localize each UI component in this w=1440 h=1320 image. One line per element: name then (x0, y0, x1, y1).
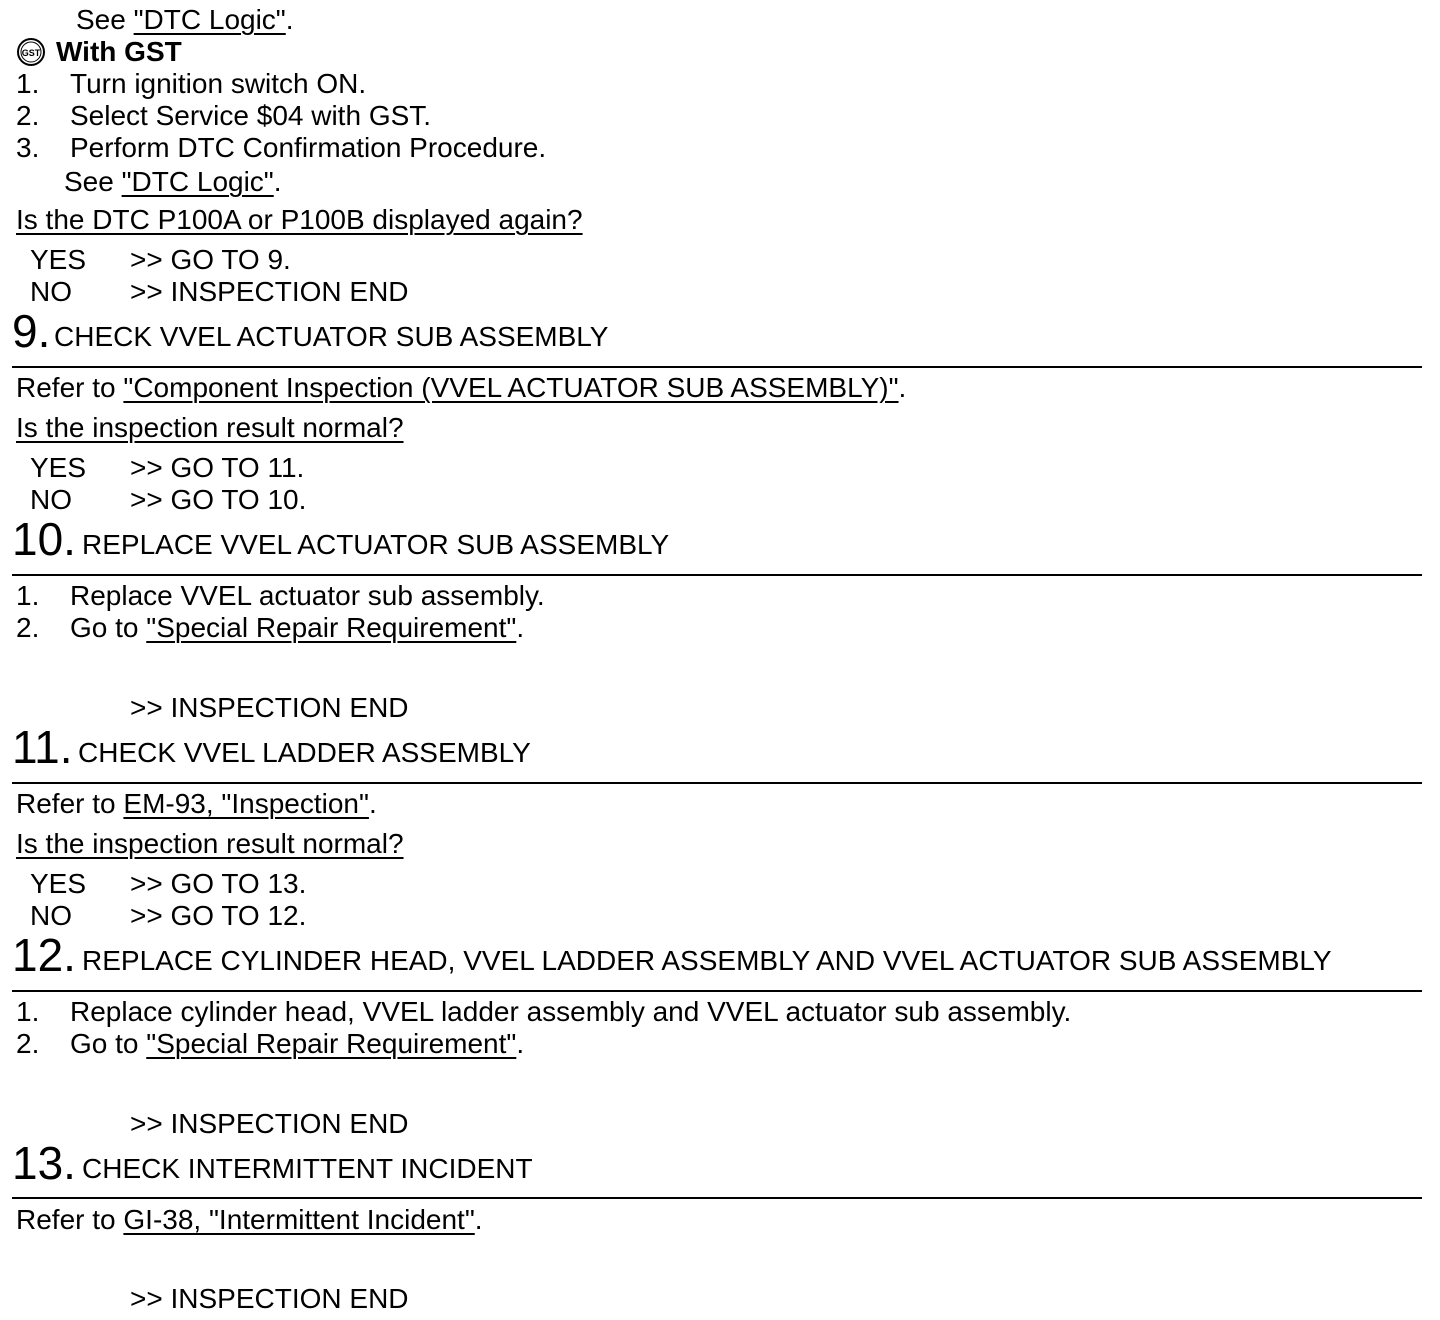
step-9-number: 9. (12, 305, 51, 357)
step-11-title: CHECK VVEL LADDER ASSEMBLY (78, 737, 531, 768)
dtc-logic-link[interactable]: "DTC Logic" (133, 4, 286, 35)
step-9-title: CHECK VVEL ACTUATOR SUB ASSEMBLY (54, 321, 609, 352)
question-dtc-displayed-again: Is the DTC P100A or P100B displayed again? (16, 204, 583, 235)
step-12-item-1-text: Replace cylinder head, VVEL ladder assembly and VVEL actuator sub assembly. (70, 996, 1072, 1027)
step-12-item-1-num: 1. (16, 996, 40, 1027)
see-label: See (64, 166, 114, 197)
step-9-refer-line (16, 374, 906, 402)
step-9-yes-label: YES (30, 452, 87, 483)
period: . (516, 1028, 525, 1059)
answer-no-label: NO (30, 276, 72, 307)
step-10-item-1-text: Replace VVEL actuator sub assembly. (70, 580, 545, 611)
step-13-result: >> INSPECTION END (130, 1283, 409, 1314)
step-11-refer-line (16, 790, 377, 818)
gst-step-2-num: 2. (16, 100, 40, 131)
gst-step-3-text: Perform DTC Confirmation Procedure. (70, 132, 547, 163)
answer-yes-label: YES (30, 244, 87, 275)
step-12-title: REPLACE CYLINDER HEAD, VVEL LADDER ASSEMBLY AND VVEL ACTUATOR SUB ASSEMBLY (82, 945, 1332, 976)
with-gst-heading: With GST (56, 36, 182, 67)
step-10-item-2-text (70, 614, 524, 642)
gst-step-1-num: 1. (16, 68, 40, 99)
period: . (368, 788, 377, 819)
gst-icon (16, 37, 46, 67)
step-11-question: Is the inspection result normal? (16, 828, 404, 859)
step-13-title: CHECK INTERMITTENT INCIDENT (82, 1153, 533, 1184)
gst-step-3-num: 3. (16, 132, 40, 163)
see-dtc-logic-line-gst (64, 168, 282, 196)
step-9-question: Is the inspection result normal? (16, 412, 404, 443)
period: . (474, 1204, 483, 1235)
step-11-yes-label: YES (30, 868, 87, 899)
step-11-divider (12, 782, 1422, 784)
step-9-divider (12, 366, 1422, 368)
step-10-number: 10. (12, 513, 76, 565)
go-to-label: Go to (70, 1028, 139, 1059)
answer-yes-action: >> GO TO 9. (130, 244, 291, 275)
step-9-no-action: >> GO TO 10. (130, 484, 307, 515)
step-10-result: >> INSPECTION END (130, 692, 409, 723)
step-12-number: 12. (12, 929, 76, 981)
answer-no-action: >> INSPECTION END (130, 276, 409, 307)
step-11-no-label: NO (30, 900, 72, 931)
component-inspection-link[interactable]: "Component Inspection (VVEL ACTUATOR SUB ASSEMBLY)" (123, 372, 899, 403)
em-93-inspection-link[interactable]: EM-93, "Inspection" (123, 788, 369, 819)
step-13-refer-line (16, 1206, 483, 1234)
gi-38-intermittent-incident-link[interactable]: GI-38, "Intermittent Incident" (123, 1204, 475, 1235)
gst-step-2-text: Select Service $04 with GST. (70, 100, 432, 131)
step-9-yes-action: >> GO TO 11. (130, 452, 305, 483)
see-label: See (76, 4, 126, 35)
step-12-item-2-num: 2. (16, 1028, 40, 1059)
refer-label: Refer to (16, 1204, 116, 1235)
period: . (898, 372, 907, 403)
step-11-number: 11. (12, 721, 73, 773)
step-10-divider (12, 574, 1422, 576)
period: . (285, 4, 294, 35)
step-10-item-2-num: 2. (16, 612, 40, 643)
step-13-divider (12, 1197, 1422, 1199)
period: . (516, 612, 525, 643)
gst-step-1-text: Turn ignition switch ON. (70, 68, 367, 99)
step-13-number: 13. (12, 1137, 76, 1189)
step-12-item-2-text (70, 1030, 524, 1058)
refer-label: Refer to (16, 372, 116, 403)
special-repair-link[interactable]: "Special Repair Requirement" (146, 1028, 517, 1059)
step-12-divider (12, 990, 1422, 992)
period: . (273, 166, 282, 197)
go-to-label: Go to (70, 612, 139, 643)
step-10-item-1-num: 1. (16, 580, 40, 611)
special-repair-link[interactable]: "Special Repair Requirement" (146, 612, 517, 643)
step-10-title: REPLACE VVEL ACTUATOR SUB ASSEMBLY (82, 529, 670, 560)
dtc-logic-link[interactable]: "DTC Logic" (121, 166, 274, 197)
step-11-no-action: >> GO TO 12. (130, 900, 307, 931)
step-9-no-label: NO (30, 484, 72, 515)
see-dtc-logic-line-top (76, 6, 294, 34)
step-11-yes-action: >> GO TO 13. (130, 868, 307, 899)
svg-text:GST: GST (21, 48, 41, 58)
refer-label: Refer to (16, 788, 116, 819)
step-12-result: >> INSPECTION END (130, 1108, 409, 1139)
